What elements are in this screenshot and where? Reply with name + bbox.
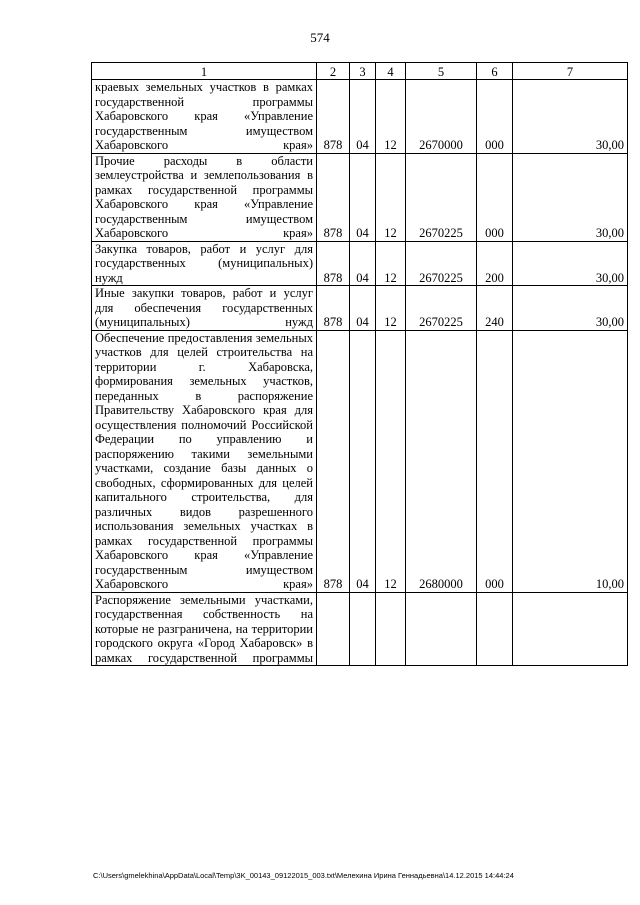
row-csr: 2680000 [406, 330, 477, 592]
row-rz: 04 [350, 153, 376, 241]
row-pr [376, 592, 406, 666]
row-sum: 30,00 [513, 153, 628, 241]
row-grbs: 878 [317, 330, 350, 592]
column-header-vr: 6 [477, 63, 513, 80]
column-header-pr: 4 [376, 63, 406, 80]
table-row [92, 80, 628, 154]
row-rz: 04 [350, 286, 376, 331]
row-csr: 2670225 [406, 153, 477, 241]
file-path-footer: C:\Users\gmelekhina\AppData\Local\Temp\3K_00143_09122015_003.txt\Мелехина Ирина Геннадьевна\14.12.2015 14:44:24 [93, 871, 514, 880]
row-csr: 2670000 [406, 80, 477, 154]
row-sum [513, 592, 628, 666]
row-name: Иные закупки товаров, работ и услуг для обеспечения государственных (муниципальных) нужд [92, 286, 317, 331]
row-pr: 12 [376, 286, 406, 331]
row-vr: 000 [477, 80, 513, 154]
row-pr: 12 [376, 241, 406, 286]
table-row [92, 286, 628, 331]
row-vr: 200 [477, 241, 513, 286]
row-vr: 240 [477, 286, 513, 331]
row-rz: 04 [350, 241, 376, 286]
row-grbs: 878 [317, 286, 350, 331]
row-rz: 04 [350, 80, 376, 154]
row-csr: 2670225 [406, 241, 477, 286]
column-header-rz: 3 [350, 63, 376, 80]
table-row [92, 153, 628, 241]
row-csr [406, 592, 477, 666]
row-vr [477, 592, 513, 666]
row-pr: 12 [376, 80, 406, 154]
page-number: 574 [310, 30, 330, 45]
column-header-grbs: 2 [317, 63, 350, 80]
row-name: Закупка товаров, работ и услуг для государственных (муниципальных) нужд [92, 241, 317, 286]
table-row [92, 241, 628, 286]
table-header-row [92, 63, 628, 80]
row-rz [350, 592, 376, 666]
budget-table [91, 62, 628, 666]
row-rz: 04 [350, 330, 376, 592]
table-row [92, 592, 628, 666]
column-header-name: 1 [92, 63, 317, 80]
row-grbs: 878 [317, 241, 350, 286]
row-pr: 12 [376, 330, 406, 592]
column-header-sum: 7 [513, 63, 628, 80]
column-header-csr: 5 [406, 63, 477, 80]
row-pr: 12 [376, 153, 406, 241]
row-vr: 000 [477, 153, 513, 241]
row-sum: 30,00 [513, 80, 628, 154]
row-name: Распоряжение земельными участками, государственная собственность на которые не разграничена, на территории городского округа «Город Хабаровск» в рамках государственной программы [92, 592, 317, 666]
row-name: краевых земельных участков в рамках государственной программы Хабаровского края «Управление государственным имуществом Хабаровского края» [92, 80, 317, 154]
row-name: Прочие расходы в области землеустройства и землепользования в рамках государственной программы Хабаровского края «Управление государственным имуществом Хабаровского края» [92, 153, 317, 241]
row-vr: 000 [477, 330, 513, 592]
row-sum: 30,00 [513, 286, 628, 331]
row-grbs: 878 [317, 80, 350, 154]
row-sum: 10,00 [513, 330, 628, 592]
row-csr: 2670225 [406, 286, 477, 331]
row-grbs [317, 592, 350, 666]
row-grbs: 878 [317, 153, 350, 241]
row-sum: 30,00 [513, 241, 628, 286]
table-row [92, 330, 628, 592]
row-name: Обеспечение предоставления земельных участков для целей строительства на территории г. Хабаровска, формирования земельных участков, переданных в распоряжение Правительству Хабаровского края для осуществления полномочий Российской Федерации по управлению и распоряжению такими земельными участками, создание базы данных о свободных, сформированных для целей капитального строительства, для различных видов разрешенного использования земельных участках в рамках государственной программы Хабаровского края «Управление государственным имуществом Хабаровского края» [92, 330, 317, 592]
